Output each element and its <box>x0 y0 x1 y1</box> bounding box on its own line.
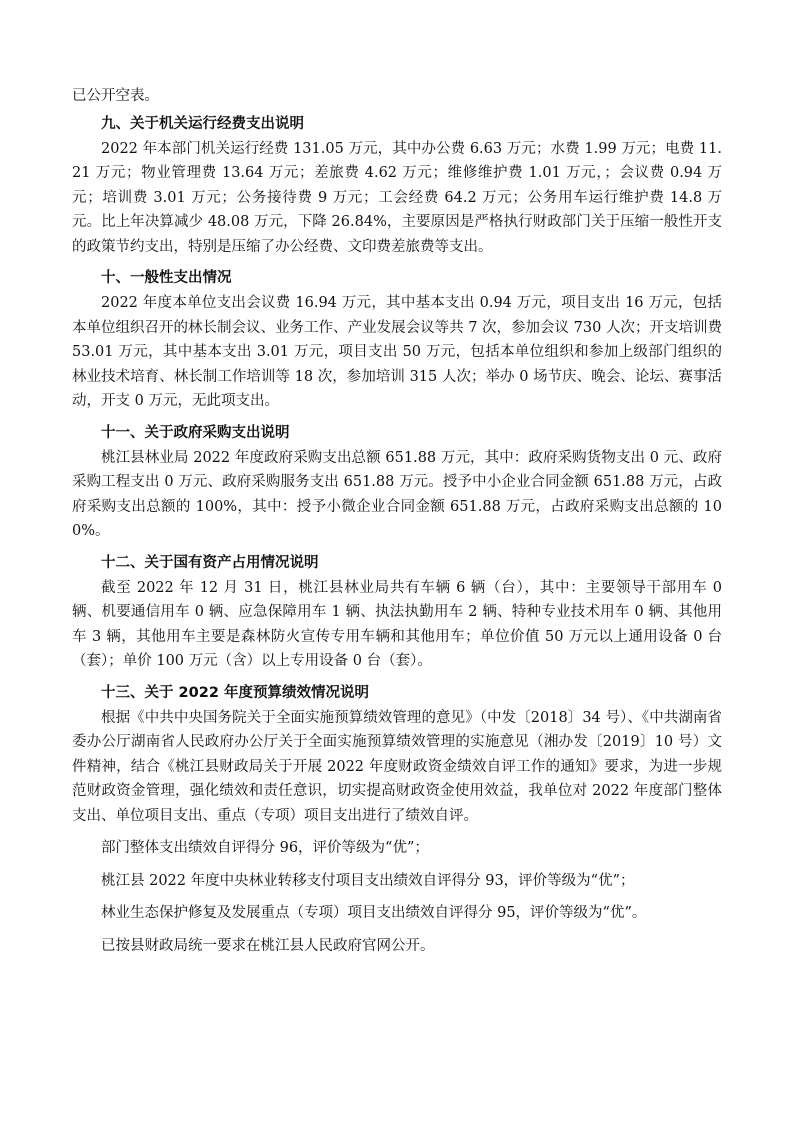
section-paragraph: 林业生态保护修复及发展重点（专项）项目支出绩效自评得分 95，评价等级为“优”。 <box>101 905 647 921</box>
section-10 <box>72 265 722 414</box>
section-paragraph: 已按县财政局统一要求在桃江县人民政府官网公开。 <box>101 937 435 954</box>
section-paragraph: 2022 年度本单位支出会议费 16.94 万元，其中基本支出 0.94 万元，项目支出 16 万元，包括本单位组织召开的林长制会议、业务工作、产业发展会议等共 7 次，参加会议 730 人次；开支培训费 53.01 万元，其中基本支出 3.01 万元，项目支出 50 万元，包括本单位组织和参加上级部门组织的林业技术培育、林长制工作培训等 18 次，参加培训 315 人次；举办 0 场节庆、晚会、论坛、赛事活动，开支 0 万元，无此项支出。 <box>72 295 722 409</box>
section-paragraph: 根据《中共中央国务院关于全面实施预算绩效管理的意见》（中发〔2018〕34 号）、《中共湖南省委办公厅湖南省人民政府办公厅关于全面实施预算绩效管理的实施意见（湘办发〔2019〕10 号）文件精神，结合《桃江县财政局关于开展 2022 年度财政资金绩效自评工作的通知》要求，为进一步规范财政资金管理，强化绩效和责任意识，切实提高财政资金使用效益，我单位对 2022 年度部门整体支出、单位项目支出、重点（专项）项目支出进行了绩效自评。 <box>72 709 722 824</box>
document-page <box>72 84 722 958</box>
section-heading: 十、一般性支出情况 <box>101 270 232 286</box>
section-13 <box>72 680 722 959</box>
section-paragraph: 截至 2022 年 12 月 31 日，桃江县林业局共有车辆 6 辆（台），其中：主要领导干部用车 0 辆、机要通信用车 0 辆、应急保障用车 1 辆、执法执勤用车 2 辆、特种专业技术用车 0 辆、其他用车 3 辆，其他用车主要是森林防火宣传专用车辆和其他用车；单位价值 50 万元以上通用设备 0 台（套）；单价 100 万元（含）以上专用设备 0 台（套）。 <box>72 579 722 669</box>
section-heading: 十一、关于政府采购支出说明 <box>101 424 290 441</box>
section-paragraph: 部门整体支出绩效自评得分 96，评价等级为“优”； <box>101 840 429 856</box>
section-9 <box>72 111 722 260</box>
section-paragraph: 桃江县 2022 年度中央林业转移支付项目支出绩效自评得分 93，评价等级为“优”； <box>101 872 635 889</box>
section-heading: 九、关于机关运行经费支出说明 <box>101 115 304 132</box>
section-heading: 十三、关于 2022 年度预算绩效情况说明 <box>101 684 369 701</box>
section-12 <box>72 550 722 674</box>
section-11 <box>72 420 722 544</box>
section-paragraph: 2022 年本部门机关运行经费 131.05 万元，其中办公费 6.63 万元；水费 1.99 万元；电费 11.21 万元；物业管理费 13.64 万元；差旅费 4.62 万元；维修维护费 1.01 万元，；会议费 0.94 万元；培训费 3.01 万元；公务接待费 9 万元；工会经费 64.2 万元；公务用车运行维护费 14.8 万元。比上年决算减少 48.08 万元，下降 26.84%，主要原因是严格执行财政部门关于压缩一般性开支的政策节约支出，特别是压缩了办公经费、文印费差旅费等支出。 <box>72 140 722 255</box>
section-paragraph: 桃江县林业局 2022 年度政府采购支出总额 651.88 万元，其中：政府采购货物支出 0 元、政府采购工程支出 0 万元、政府采购服务支出 651.88 万元。授予中小企业合同金额 651.88 万元，占政府采购支出总额的 100%，其中：授予小微企业合同金额 651.88 万元，占政府采购支出总额的 100%。 <box>72 449 722 539</box>
intro-line: 已公开空表。 <box>72 88 159 104</box>
section-heading: 十二、关于国有资产占用情况说明 <box>101 554 319 571</box>
